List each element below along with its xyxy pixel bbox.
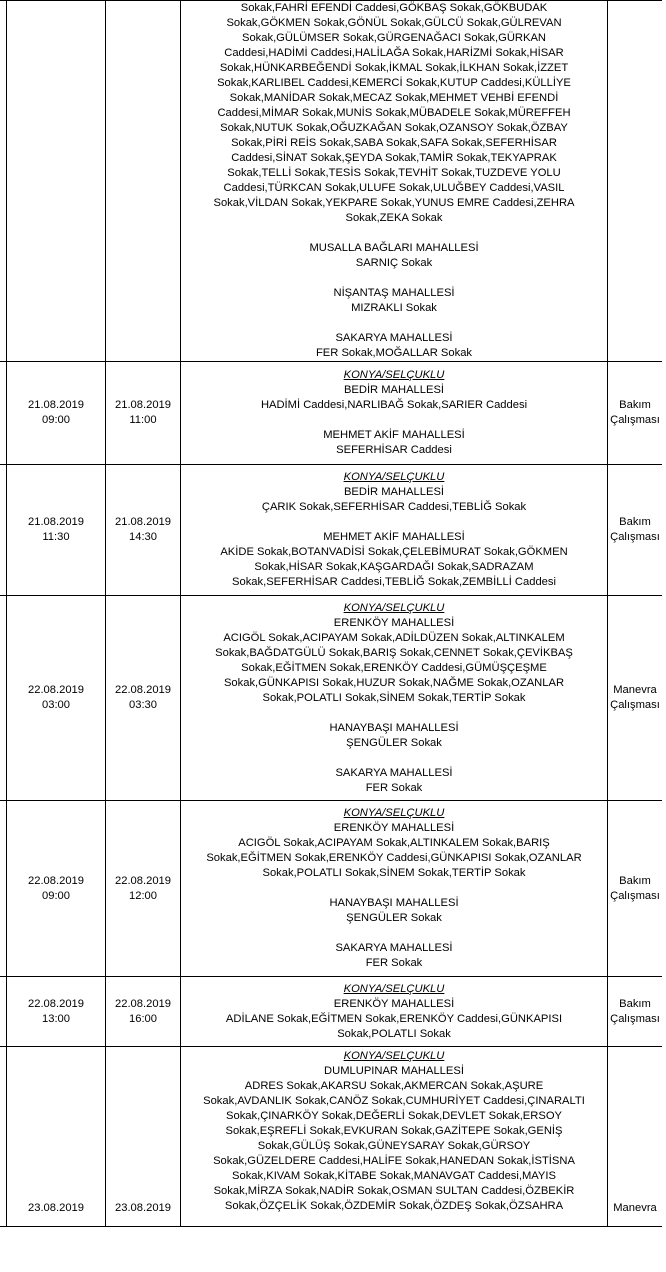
street-list: ADRES Sokak,AKARSU Sokak,AKMERCAN Sokak,AŞURE Sokak,AVDANLIK Sokak,CANÖZ Sokak,CUMHURİYET Caddesi,ÇINARALTI Sokak,ÇINARKÖY Sokak,DEĞERLİ Sokak,DEVLET Sokak,ERSOY Sokak,EŞREFLİ Sokak,EVKURAN Sokak,GAZİTEPE Sokak,GENİŞ Sokak,GÜLÜŞ Sokak,GÜNEYSARAY Sokak,GÜRSOY Sokak,GÜZELDERE Caddesi,HALİFE Sokak,HANEDAN Sokak,İSTİSNA Sokak,KIVAM Sokak,KİTABE Sokak,MANAVGAT Caddesi,MAYIS Sokak,MİRZA Sokak,NADİR Sokak,OSMAN SULTAN Caddesi,ÖZBEKİR Sokak,ÖZÇELİK Sokak,ÖZDEMİR Sokak,ÖZDEŞ Sokak,ÖZSAHRA [203, 1080, 585, 1212]
area-cell [181, 596, 608, 801]
end-date: 22.08.2019 [115, 997, 171, 1010]
end-date: 22.08.2019 [115, 684, 171, 696]
work-type-cell [608, 596, 663, 801]
street-list: AKİDE Sokak,BOTANVADİSİ Sokak,ÇELEBİMURAT Sokak,GÖKMEN Sokak,HİSAR Sokak,KAŞGARDAĞI Sokak,SADRAZAM Sokak,SEFERHİSAR Caddesi,TEBLİĞ Sokak,ZEMBİLLİ Caddesi [220, 546, 568, 588]
street-list: FER Sokak [365, 781, 423, 794]
table-row [0, 362, 662, 465]
work-type: Bakım [619, 516, 651, 528]
end-time: 11:00 [129, 414, 157, 426]
street-list: Sokak,FAHRİ EFENDİ Caddesi,GÖKBAŞ Sokak,GÖKBUDAK Sokak,GÖKMEN Sokak,GÖNÜL Sokak,GÜLCÜ Sokak,GÜLREVAN Sokak,GÜLÜMSER Sokak,GÜRGENAĞACI Sokak,GÜRKAN Caddesi,HADİMİ Caddesi,HALİLAĞA Sokak,HARİZMİ Sokak,HİSAR Sokak,HÜNKARBEĞENDİ Sokak,İKMAL Sokak,İLKHAN Sokak,İZZET Sokak,KARLIBEL Caddesi,KEMERCİ Sokak,KUTUP Caddesi,KÜLLİYE Sokak,MANİDAR Sokak,MECAZ Sokak,MEHMET VEHBİ EFENDİ Caddesi,MİMAR Sokak,MUNİS Sokak,MÜBADELE Sokak,MÜREFFEH Sokak,NUTUK Sokak,OĞUZKAĞAN Sokak,OZANSOY Sokak,ÖZBAY Sokak,PİRİ REİS Sokak,SABA Sokak,SAFA Sokak,SEFERHİSAR Caddesi,SİNAT Sokak,ŞEYDA Sokak,TAMİR Sokak,TEKYAPRAK Sokak,TELLİ Sokak,TESİS Sokak,TEVHİT Sokak,TUZDEVE YOLU Caddesi,TÜRKCAN Sokak,ULUFE Sokak,ULUĞBEY Caddesi,VASIL Sokak,VİLDAN Sokak,YEKPARE Sokak,YUNUS EMRE Caddesi,ZEHRA Sokak,ZEKA Sokak [213, 2, 575, 224]
street-list: SEFERHİSAR Caddesi [336, 444, 452, 456]
end-cell [106, 977, 181, 1047]
street-list: MIZRAKLI Sokak [351, 302, 437, 314]
work-type-cell [608, 362, 663, 465]
start-time: 03:00 [42, 699, 70, 711]
work-type: Bakım [619, 399, 651, 411]
neighborhood-name: MUSALLA BAĞLARI MAHALLESİ [309, 242, 479, 254]
neighborhood-name: ERENKÖY MAHALLESİ [333, 616, 455, 629]
city-district: KONYA/SELÇUKLU [343, 982, 445, 995]
end-date: 23.08.2019 [115, 1202, 171, 1214]
work-type-cell [608, 1, 663, 362]
table-row [0, 1, 662, 362]
area-cell [181, 362, 608, 465]
table-row [0, 596, 662, 801]
area-cell [181, 1, 608, 362]
start-date: 21.08.2019 [28, 399, 84, 411]
work-type: Manevra [613, 1202, 657, 1214]
city-district: KONYA/SELÇUKLU [343, 807, 445, 819]
work-type: Bakım [619, 997, 651, 1010]
start-cell [7, 362, 106, 465]
area-cell [181, 1047, 608, 1227]
neighborhood-name: MEHMET AKİF MAHALLESİ [323, 531, 465, 543]
neighborhood-name: ERENKÖY MAHALLESİ [333, 822, 455, 834]
start-time: 11:30 [42, 531, 70, 543]
end-date: 21.08.2019 [115, 516, 171, 528]
area-cell [181, 465, 608, 596]
street-list: SARNIÇ Sokak [355, 257, 433, 269]
end-time: 12:00 [129, 889, 157, 902]
table-row [0, 801, 662, 977]
end-date: 22.08.2019 [115, 874, 171, 887]
start-date: 22.08.2019 [28, 874, 84, 887]
area-cell [181, 801, 608, 977]
neighborhood-name: DUMLUPINAR MAHALLESİ [324, 1065, 464, 1077]
end-cell [106, 362, 181, 465]
start-cell [7, 1, 106, 362]
end-cell [106, 801, 181, 977]
table-row [0, 977, 662, 1047]
neighborhood-name: ERENKÖY MAHALLESİ [333, 997, 455, 1010]
city-district: KONYA/SELÇUKLU [343, 601, 445, 614]
start-date: 22.08.2019 [28, 997, 84, 1010]
street-list: ACIGÖL Sokak,ACIPAYAM Sokak,ALTINKALEM Sokak,BARIŞ Sokak,EĞİTMEN Sokak,ERENKÖY Caddesi,GÜNKAPISI Sokak,OZANLAR Sokak,POLATLI Sokak,SİNEM Sokak,TERTİP Sokak [206, 837, 582, 879]
start-cell [7, 596, 106, 801]
city-district: KONYA/SELÇUKLU [343, 1050, 445, 1062]
table-row [0, 1047, 662, 1227]
work-type-cell [608, 801, 663, 977]
start-cell [7, 801, 106, 977]
end-cell [106, 465, 181, 596]
start-cell [7, 1047, 106, 1227]
street-list: ADİLANE Sokak,EĞİTMEN Sokak,ERENKÖY Caddesi,GÜNKAPISI Sokak,POLATLI Sokak [225, 1012, 563, 1040]
neighborhood-name: HANAYBAŞI MAHALLESİ [329, 721, 459, 734]
neighborhood-name: SAKARYA MAHALLESİ [335, 332, 453, 344]
end-cell [106, 1, 181, 362]
work-type: Manevra [613, 684, 657, 696]
neighborhood-name: BEDİR MAHALLESİ [343, 486, 445, 498]
end-cell [106, 1047, 181, 1227]
end-date: 21.08.2019 [115, 399, 171, 411]
end-time: 14:30 [129, 531, 157, 543]
work-type-cell [608, 977, 663, 1047]
work-type-suffix: Çalışması [610, 414, 660, 426]
start-time: 09:00 [42, 889, 70, 902]
work-type-suffix: Çalışması [610, 531, 660, 543]
work-type-suffix: Çalışması [610, 699, 660, 711]
street-list: FER Sokak [365, 957, 423, 969]
start-cell [7, 465, 106, 596]
neighborhood-name: SAKARYA MAHALLESİ [335, 942, 453, 954]
neighborhood-name: SAKARYA MAHALLESİ [335, 766, 453, 779]
street-list: HADİMİ Caddesi,NARLIBAĞ Sokak,SARIER Caddesi [260, 399, 528, 411]
neighborhood-name: BEDİR MAHALLESİ [343, 384, 445, 396]
work-type: Bakım [619, 874, 651, 887]
city-district: KONYA/SELÇUKLU [343, 369, 445, 381]
start-date: 22.08.2019 [28, 684, 84, 696]
work-type-suffix: Çalışması [610, 1012, 660, 1025]
neighborhood-name: NİŞANTAŞ MAHALLESİ [333, 287, 455, 299]
start-time: 09:00 [42, 414, 70, 426]
neighborhood-name: HANAYBAŞI MAHALLESİ [329, 897, 459, 909]
table-row [0, 465, 662, 596]
work-type-cell [608, 465, 663, 596]
end-time: 16:00 [129, 1012, 157, 1025]
start-cell [7, 977, 106, 1047]
start-date: 23.08.2019 [28, 1202, 84, 1214]
work-type-cell [608, 1047, 663, 1227]
start-date: 21.08.2019 [28, 516, 84, 528]
start-time: 13:00 [42, 1012, 70, 1025]
work-type-suffix: Çalışması [610, 889, 660, 902]
city-district: KONYA/SELÇUKLU [343, 471, 445, 483]
street-list: ŞENGÜLER Sokak [346, 912, 442, 924]
end-cell [106, 596, 181, 801]
street-list: ÇARIK Sokak,SEFERHİSAR Caddesi,TEBLİĞ Sokak [261, 501, 527, 513]
area-cell [181, 977, 608, 1047]
end-time: 03:30 [129, 699, 157, 711]
neighborhood-name: MEHMET AKİF MAHALLESİ [323, 429, 465, 441]
street-list: FER Sokak,MOĞALLAR Sokak [315, 347, 473, 359]
street-list: ACIGÖL Sokak,ACIPAYAM Sokak,ADİLDÜZEN Sokak,ALTINKALEM Sokak,BAĞDATGÜLÜ Sokak,BARIŞ Sokak,CENNET Sokak,ÇEVİKBAŞ Sokak,EĞİTMEN Sokak,ERENKÖY Caddesi,GÜMÜŞÇEŞME Sokak,GÜNKAPISI Sokak,HUZUR Sokak,NAĞME Sokak,OZANLAR Sokak,POLATLI Sokak,SİNEM Sokak,TERTİP Sokak [215, 631, 573, 704]
street-list: ŞENGÜLER Sokak [346, 736, 442, 749]
